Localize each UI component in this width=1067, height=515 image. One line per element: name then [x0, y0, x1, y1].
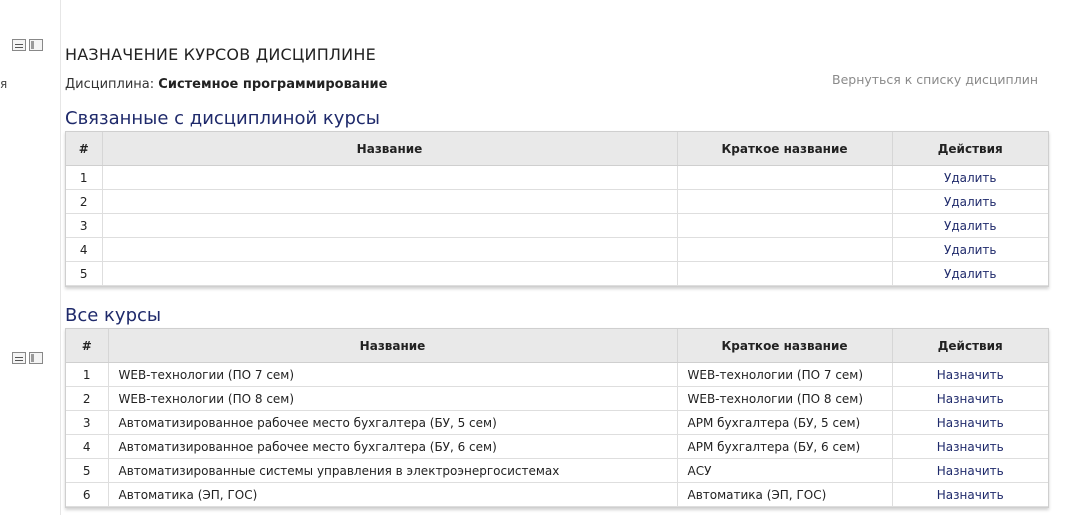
actions-cell	[892, 262, 1048, 286]
row-number: 1	[66, 166, 102, 190]
course-short-name	[677, 262, 892, 286]
column-header-number: #	[66, 132, 102, 166]
dock-block-icon[interactable]	[29, 39, 43, 51]
page-title: НАЗНАЧЕНИЕ КУРСОВ ДИСЦИПЛИНЕ	[65, 45, 376, 64]
block-controls-top	[12, 39, 43, 51]
table-row	[66, 459, 1048, 483]
table-row	[66, 435, 1048, 459]
minimize-block-icon[interactable]	[12, 352, 26, 364]
linked-courses-table	[65, 131, 1049, 287]
column-header-short-name[interactable]: Краткое название	[677, 132, 892, 166]
assign-link[interactable]: Назначить	[936, 463, 1004, 478]
course-name: Автоматика (ЭП, ГОС)	[108, 483, 677, 507]
row-number: 3	[66, 411, 108, 435]
actions-cell	[892, 363, 1048, 387]
table-row	[66, 238, 1048, 262]
course-short-name	[677, 214, 892, 238]
course-name	[102, 262, 677, 286]
discipline-label: Дисциплина:	[65, 77, 155, 92]
table-row	[66, 411, 1048, 435]
delete-link[interactable]: Удалить	[944, 170, 997, 185]
table-row	[66, 262, 1048, 286]
assign-link[interactable]: Назначить	[936, 487, 1004, 502]
table-row	[66, 483, 1048, 507]
assign-link[interactable]: Назначить	[936, 415, 1004, 430]
table-row	[66, 387, 1048, 411]
course-short-name: АРМ бухгалтера (БУ, 5 сем)	[677, 411, 892, 435]
row-number: 2	[66, 387, 108, 411]
delete-link[interactable]: Удалить	[944, 218, 997, 233]
actions-cell	[892, 459, 1048, 483]
sidebar-text-fragment: я	[0, 77, 8, 91]
column-header-short-name[interactable]: Краткое название	[677, 329, 892, 363]
course-name: Автоматизированное рабочее место бухгалтера (БУ, 5 сем)	[108, 411, 677, 435]
row-number: 5	[66, 262, 102, 286]
table-header-row	[66, 329, 1048, 363]
column-header-actions: Действия	[892, 329, 1048, 363]
course-short-name: АРМ бухгалтера (БУ, 6 сем)	[677, 435, 892, 459]
course-short-name: WEB-технологии (ПО 8 сем)	[677, 387, 892, 411]
course-name	[102, 166, 677, 190]
back-to-disciplines-link[interactable]: Вернуться к списку дисциплин	[832, 72, 1038, 87]
table-row	[66, 363, 1048, 387]
course-short-name	[677, 190, 892, 214]
course-short-name: Автоматика (ЭП, ГОС)	[677, 483, 892, 507]
dock-block-icon[interactable]	[29, 352, 43, 364]
column-header-name[interactable]: Название	[108, 329, 677, 363]
all-courses-table	[65, 328, 1049, 508]
delete-link[interactable]: Удалить	[944, 194, 997, 209]
assign-link[interactable]: Назначить	[936, 367, 1004, 382]
actions-cell	[892, 238, 1048, 262]
actions-cell	[892, 435, 1048, 459]
all-courses-title: Все курсы	[65, 305, 162, 326]
block-controls-bottom	[12, 352, 43, 364]
row-number: 2	[66, 190, 102, 214]
course-name: Автоматизированные системы управления в электроэнергосистемах	[108, 459, 677, 483]
left-sidebar	[0, 0, 61, 515]
table-row	[66, 190, 1048, 214]
course-name	[102, 190, 677, 214]
row-number: 3	[66, 214, 102, 238]
course-name	[102, 214, 677, 238]
column-header-name[interactable]: Название	[102, 132, 677, 166]
course-short-name	[677, 166, 892, 190]
course-short-name	[677, 238, 892, 262]
actions-cell	[892, 190, 1048, 214]
discipline-name: Системное программирование	[158, 77, 388, 92]
course-short-name: АСУ	[677, 459, 892, 483]
linked-courses-title: Связанные с дисциплиной курсы	[65, 108, 380, 129]
assign-link[interactable]: Назначить	[936, 439, 1004, 454]
table-header-row	[66, 132, 1048, 166]
course-name: WEB-технологии (ПО 7 сем)	[108, 363, 677, 387]
column-header-number: #	[66, 329, 108, 363]
column-header-actions: Действия	[892, 132, 1048, 166]
delete-link[interactable]: Удалить	[944, 266, 997, 281]
actions-cell	[892, 166, 1048, 190]
row-number: 4	[66, 238, 102, 262]
course-name: Автоматизированное рабочее место бухгалтера (БУ, 6 сем)	[108, 435, 677, 459]
actions-cell	[892, 411, 1048, 435]
assign-link[interactable]: Назначить	[936, 391, 1004, 406]
discipline-info	[65, 77, 387, 92]
row-number: 5	[66, 459, 108, 483]
course-name: WEB-технологии (ПО 8 сем)	[108, 387, 677, 411]
row-number: 1	[66, 363, 108, 387]
row-number: 4	[66, 435, 108, 459]
table-row	[66, 166, 1048, 190]
minimize-block-icon[interactable]	[12, 39, 26, 51]
actions-cell	[892, 214, 1048, 238]
table-row	[66, 214, 1048, 238]
actions-cell	[892, 483, 1048, 507]
actions-cell	[892, 387, 1048, 411]
course-name	[102, 238, 677, 262]
delete-link[interactable]: Удалить	[944, 242, 997, 257]
row-number: 6	[66, 483, 108, 507]
course-short-name: WEB-технологии (ПО 7 сем)	[677, 363, 892, 387]
